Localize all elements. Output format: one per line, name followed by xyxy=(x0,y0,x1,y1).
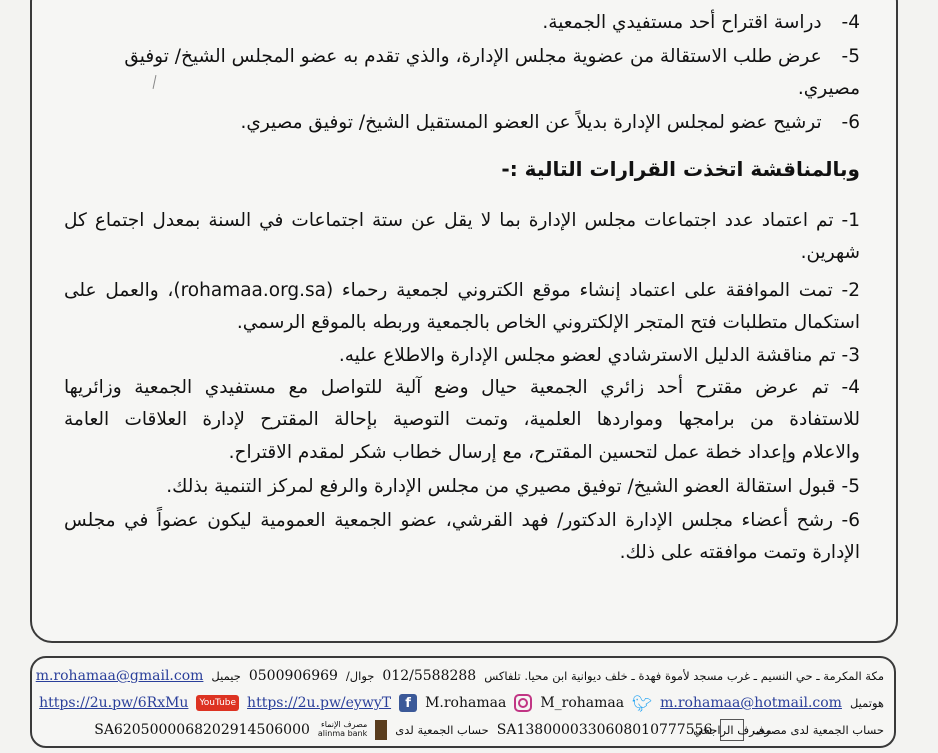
instagram-handle[interactable]: M_rohamaa xyxy=(540,695,625,711)
alinma-name-ar: مصرف الإنماء xyxy=(320,720,368,729)
short-link-1[interactable]: https://2u.pw/eywyT xyxy=(247,695,392,711)
gmail-link[interactable]: m.rohamaa@gmail.com xyxy=(35,668,204,684)
decisions-heading: وبالمناقشة اتخذت القرارات التالية :- xyxy=(501,157,860,181)
bank-account-label-2: حساب الجمعية لدى xyxy=(395,723,489,737)
agenda-item-4 xyxy=(542,10,860,36)
iban-2: SA6205000068202914506000 xyxy=(94,722,310,738)
footer-phone: 012/5588288 xyxy=(382,668,477,684)
facebook-handle[interactable]: M.rohamaa xyxy=(425,695,507,711)
footer xyxy=(30,656,896,748)
short-link-2[interactable]: https://2u.pw/6RxMu xyxy=(39,695,189,711)
footer-email-label: جيميل xyxy=(211,669,241,683)
decision-4-line-1: 4- تم عرض مقترح أحد زائري الجمعية حيال وضع آلية للتواصل مع مستفيدي الجمعية وزائريها xyxy=(64,377,860,398)
decision-6-line-1: 6- رشح أعضاء مجلس الإدارة الدكتور/ فهد القرشي، عضو الجمعية العمومية ليكون عضواً في مجلس xyxy=(64,510,860,531)
footer-hotmail-label: هوتميل xyxy=(849,696,884,710)
alrajhi-logo: مصرف الراجحي xyxy=(720,719,744,741)
agenda-item-5-cont xyxy=(798,76,860,102)
footer-social-row xyxy=(39,691,884,715)
decision-6-line-2: الإدارة وتمت موافقته على ذلك. xyxy=(619,542,860,563)
decision-3: 3- تم مناقشة الدليل الاسترشادي لعضو مجلس الإدارة والاطلاع عليه. xyxy=(338,345,860,366)
footer-mobile: 0500906969 xyxy=(248,668,338,684)
decision-2-line-1: 2- تمت الموافقة على اعتماد إنشاء موقع الكتروني لجمعية رحماء (rohamaa.org.sa)، والعمل على xyxy=(64,280,860,301)
agenda-text: عرض طلب الاستقالة من عضوية مجلس الإدارة، والذي تقدم به عضو المجلس الشيخ/ توفيق xyxy=(124,46,822,67)
hotmail-link[interactable]: m.rohamaa@hotmail.com xyxy=(660,695,842,711)
iban-1: SA1380000330608010777556 xyxy=(496,722,713,738)
agenda-text: مصيري. xyxy=(797,78,860,99)
decision-4-line-2: للاستفادة من برامجها ومواردها العلمية، وتمت التوصية بإحالة المقترح لإدارة العلاقات العامة xyxy=(64,409,860,430)
youtube-icon[interactable]: YouTube xyxy=(196,695,239,711)
agenda-text: دراسة اقتراح أحد مستفيدي الجمعية. xyxy=(542,12,822,33)
agenda-item-5 xyxy=(124,44,860,70)
decision-1-line-1: 1- تم اعتماد عدد اجتماعات مجلس الإدارة بما لا يقل عن ستة اجتماعات في السنة بمعدل اجتماع كل xyxy=(64,210,860,231)
footer-mobile-label: جوال/ xyxy=(345,669,375,683)
instagram-icon[interactable] xyxy=(514,694,532,712)
footer-address: مكة المكرمة ـ حي النسيم ـ غرب مسجد لأموة فهدة ـ خلف ديوانية ابن محيا. تلفاكس xyxy=(484,669,884,683)
agenda-item-6 xyxy=(240,110,860,136)
agenda-number: 4- xyxy=(841,12,860,33)
alinma-name-en: alinma bank xyxy=(317,729,368,738)
bank-account-label-1: حساب الجمعية لدى مصرف xyxy=(752,723,884,737)
decision-1-line-2: شهرين. xyxy=(800,242,860,263)
footer-bank-row xyxy=(42,718,884,742)
alinma-icon xyxy=(375,720,387,740)
agenda-text: ترشيح عضو لمجلس الإدارة بديلاً عن العضو المستقيل الشيخ/ توفيق مصيري. xyxy=(240,112,822,133)
decision-5: 5- قبول استقالة العضو الشيخ/ توفيق مصيري من مجلس الإدارة والرفع لمركز التنمية بذلك. xyxy=(166,476,860,497)
facebook-icon[interactable]: f xyxy=(399,694,417,712)
alinma-logo xyxy=(318,720,367,740)
agenda-number: 6- xyxy=(841,112,860,133)
decision-4-line-3: والاعلام وإعداد خطة عمل لتحسين المقترح، مع إرسال خطاب شكر لمقدم الاقتراح. xyxy=(228,442,860,463)
decision-2-line-2: استكمال متطلبات فتح المتجر الإلكتروني الخاص بالجمعية وربطه بالموقع الرسمي. xyxy=(236,312,860,333)
footer-contact-row xyxy=(35,664,884,688)
agenda-number: 5- xyxy=(841,46,860,67)
twitter-icon[interactable]: 🐦︎ xyxy=(631,693,653,713)
